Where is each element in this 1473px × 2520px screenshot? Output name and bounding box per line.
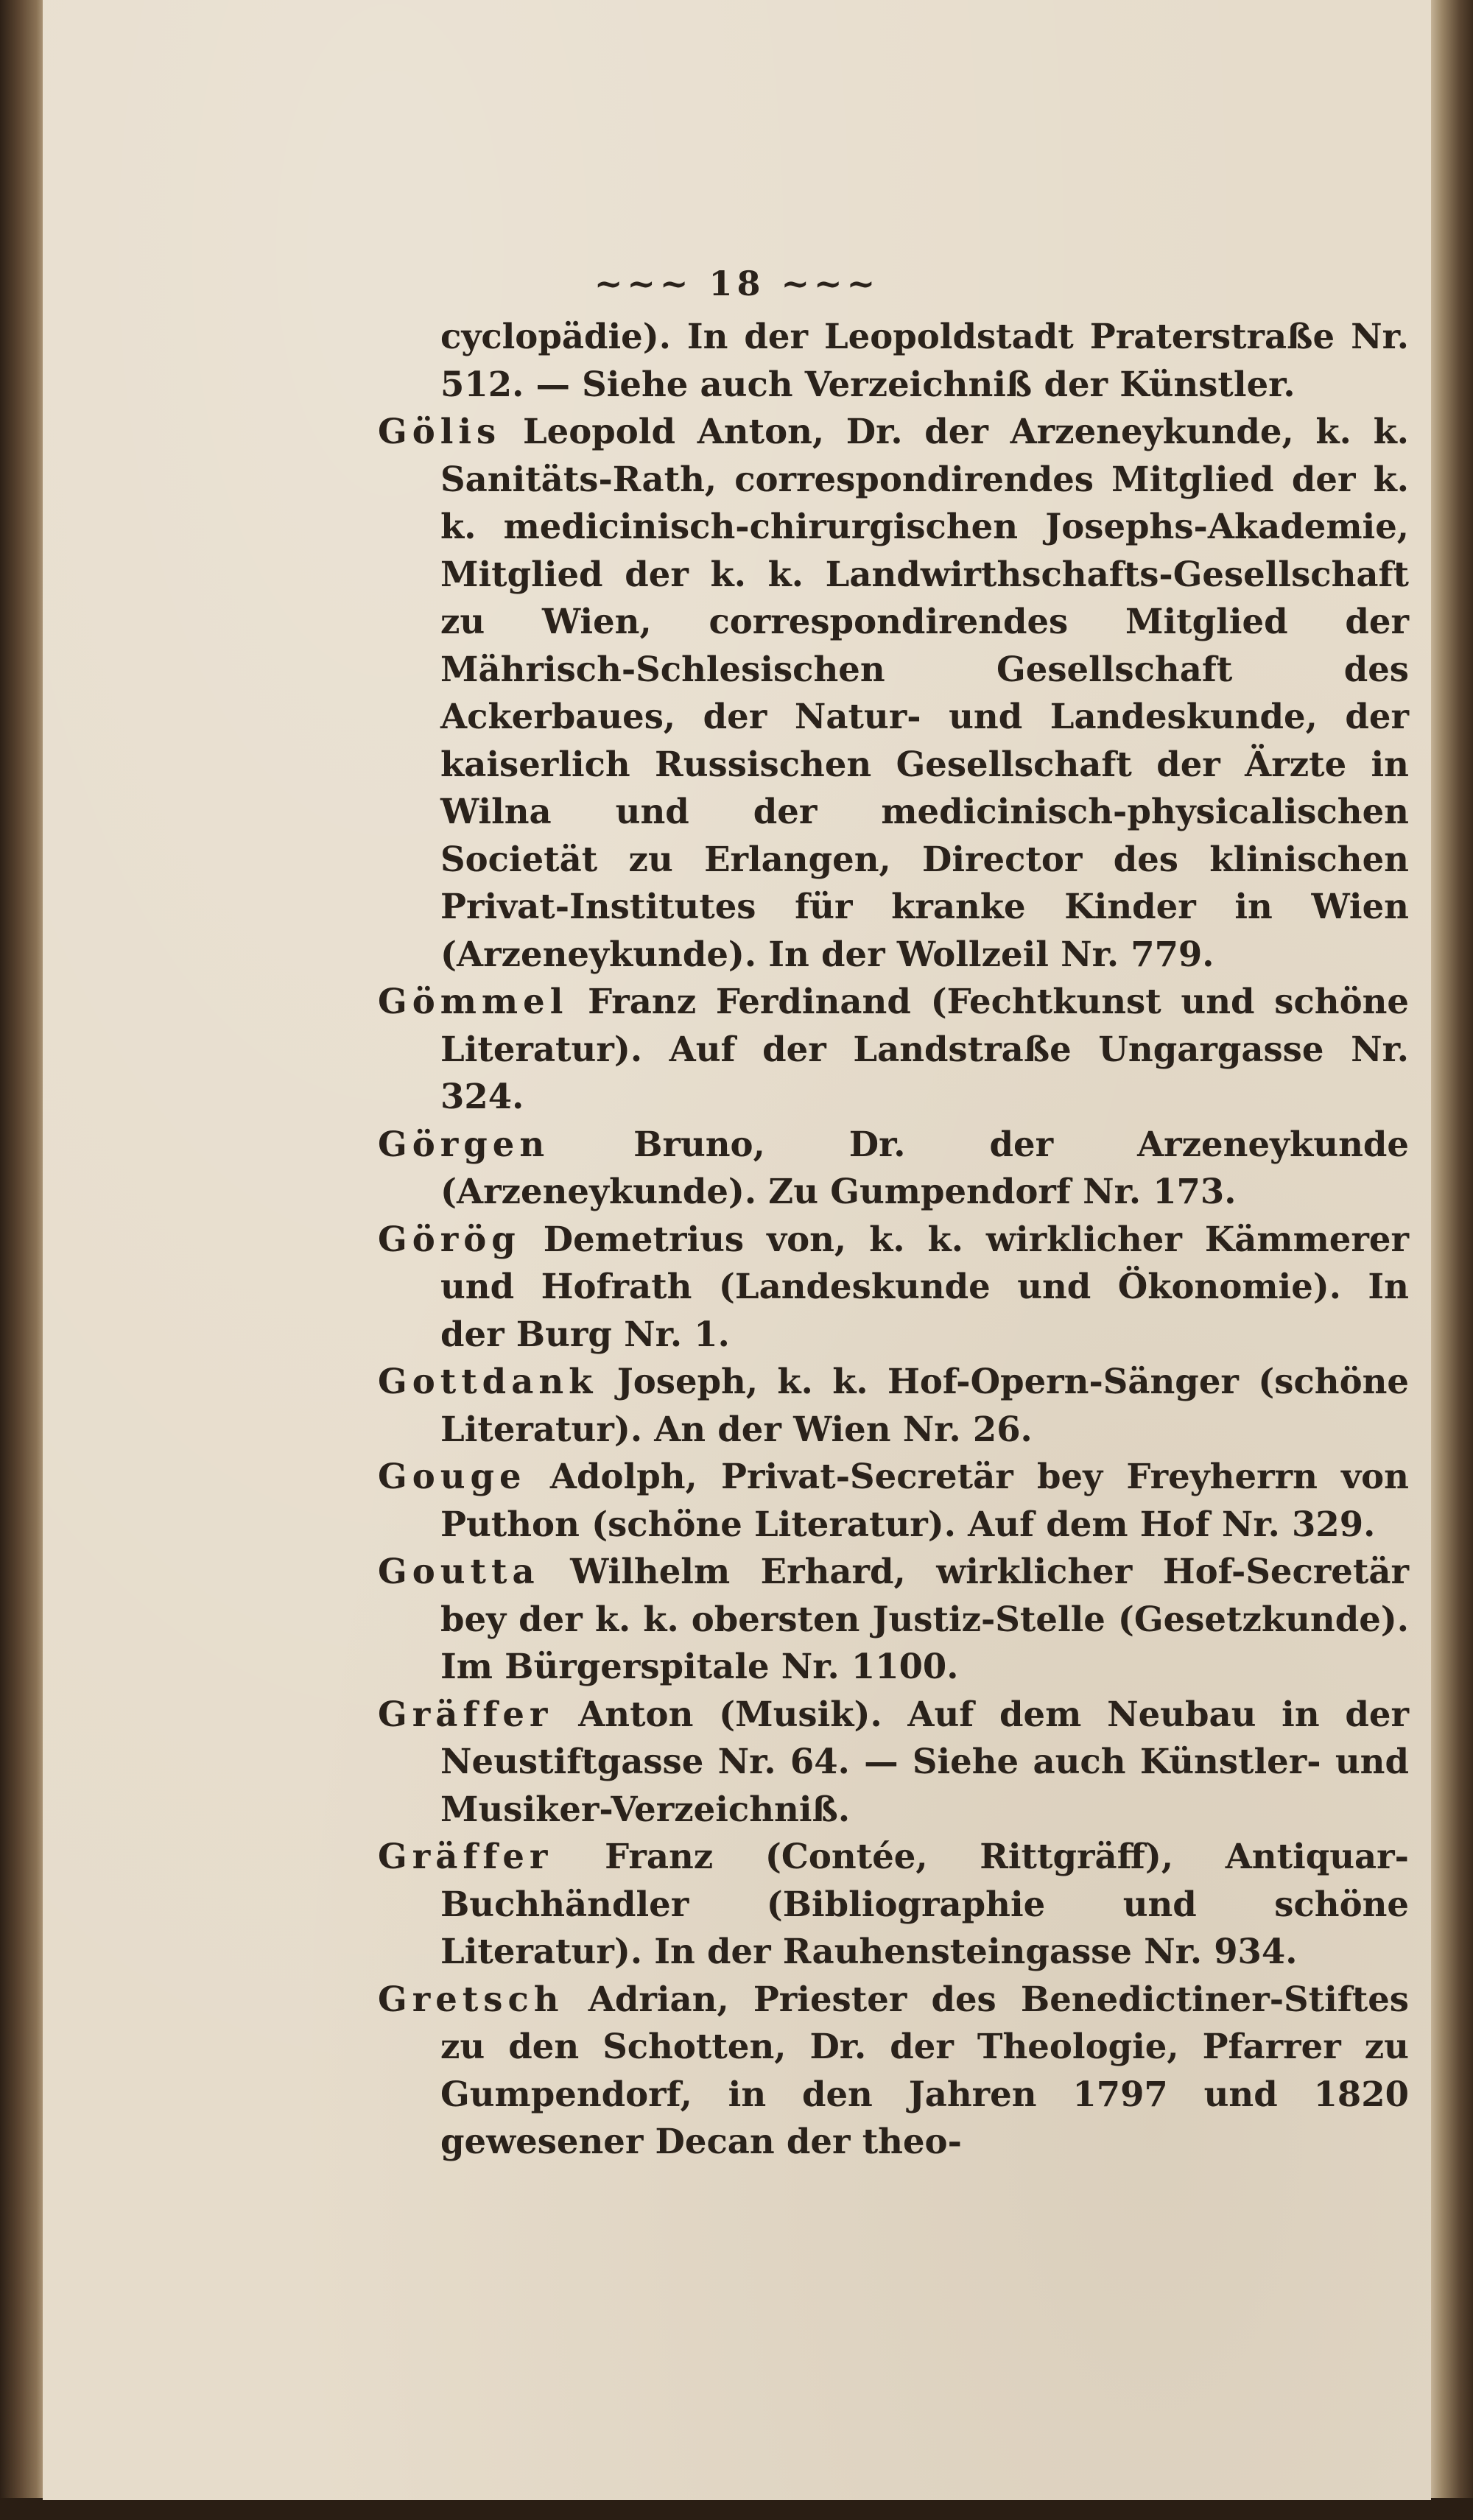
page-stack-edge (1429, 0, 1473, 2520)
entry-text: Adolph, Privat-Secretär bey Freyherrn von Puthon (schöne Literatur). Auf dem Hof Nr. 329. (440, 1456, 1409, 1544)
entry-text: Franz Ferdinand (Fechtkunst und schöne Literatur). Auf der Landstraße Ungargasse Nr. 324. (440, 981, 1409, 1116)
entry-surname: Gräffer (378, 1836, 553, 1876)
directory-entry (378, 1121, 1409, 1216)
entry-surname: Görgen (378, 1123, 550, 1164)
entry-text: Demetrius von, k. k. wirklicher Kämmerer und Hofrath (Landeskunde und Ökonomie). In der Burg Nr. 1. (440, 1218, 1409, 1354)
entry-text: Anton (Musik). Auf dem Neubau in der Neustiftgasse Nr. 64. — Siehe auch Künstler- und Musiker-Verzeichniß. (440, 1693, 1409, 1829)
entry-text: cyclopädie). In der Leopoldstadt Praterstraße Nr. 512. — Siehe auch Verzeichniß der Künstler. (440, 316, 1409, 404)
entry-surname: Gölis (378, 411, 502, 451)
directory-entry (378, 978, 1409, 1121)
entry-text: Franz (Contée, Rittgräff), Antiquar-Buchhändler (Bibliographie und schöne Literatur). In der Rauhensteingasse Nr. 934. (440, 1836, 1409, 1971)
directory-entry (378, 1691, 1409, 1834)
book-page (43, 0, 1431, 2500)
entry-surname: Gouge (378, 1456, 527, 1496)
entry-text: Wilhelm Erhard, wirklicher Hof-Secretär bey der k. k. obersten Justiz-Stelle (Gesetzkunde). Im Bürgerspitale Nr. 1100. (440, 1551, 1409, 1686)
page-number-header: ~~~ 18 ~~~ (594, 264, 880, 303)
directory-entry (378, 408, 1409, 978)
directory-entry (378, 1976, 1409, 2166)
entry-surname: Gömmel (378, 981, 569, 1021)
book-spine-edge (0, 0, 46, 2520)
entry-surname: Gottdank (378, 1361, 598, 1401)
entry-surname: Görög (378, 1218, 521, 1259)
directory-text (378, 313, 1409, 2166)
directory-entry (378, 1548, 1409, 1691)
directory-entry (378, 1453, 1409, 1548)
entry-surname: Gretsch (378, 1978, 564, 2019)
entry-surname: Goutta (378, 1551, 540, 1591)
entry-text: Adrian, Priester des Benedictiner-Stiftes zu den Schotten, Dr. der Theologie, Pfarrer zu Gumpendorf, in den Jahren 1797 und 1820 gewesener Decan der theo- (440, 1978, 1409, 2161)
entry-text: Bruno, Dr. der Arzeneykunde (Arzeneykunde). Zu Gumpendorf Nr. 173. (440, 1123, 1409, 1211)
directory-entry (378, 1216, 1409, 1359)
directory-entry (378, 1833, 1409, 1976)
directory-entry-continuation (378, 313, 1409, 408)
entry-surname: Gräffer (378, 1693, 553, 1734)
entry-text: Leopold Anton, Dr. der Arzeneykunde, k. k. Sanitäts-Rath, correspondirendes Mitglied der k. k. medicinisch-chirurgischen Josephs-Akademie, Mitglied der k. k. Landwirthschafts-Gesellschaft zu Wien, correspondirendes Mitglied der Mährisch-Schlesischen Gesellschaft des Ackerbaues, der Natur- und Landeskunde, der kaiserlich Russischen Gesellschaft der Ärzte in Wilna und der medicinisch-physicalischen Societät zu Erlangen, Director des klinischen Privat-Institutes für kranke Kinder in Wien (Arzeneykunde). In der Wollzeil Nr. 779. (440, 411, 1409, 974)
directory-entry (378, 1358, 1409, 1453)
book-bottom-edge (0, 2498, 1473, 2520)
entry-text: Joseph, k. k. Hof-Opern-Sänger (schöne Literatur). An der Wien Nr. 26. (440, 1361, 1409, 1449)
